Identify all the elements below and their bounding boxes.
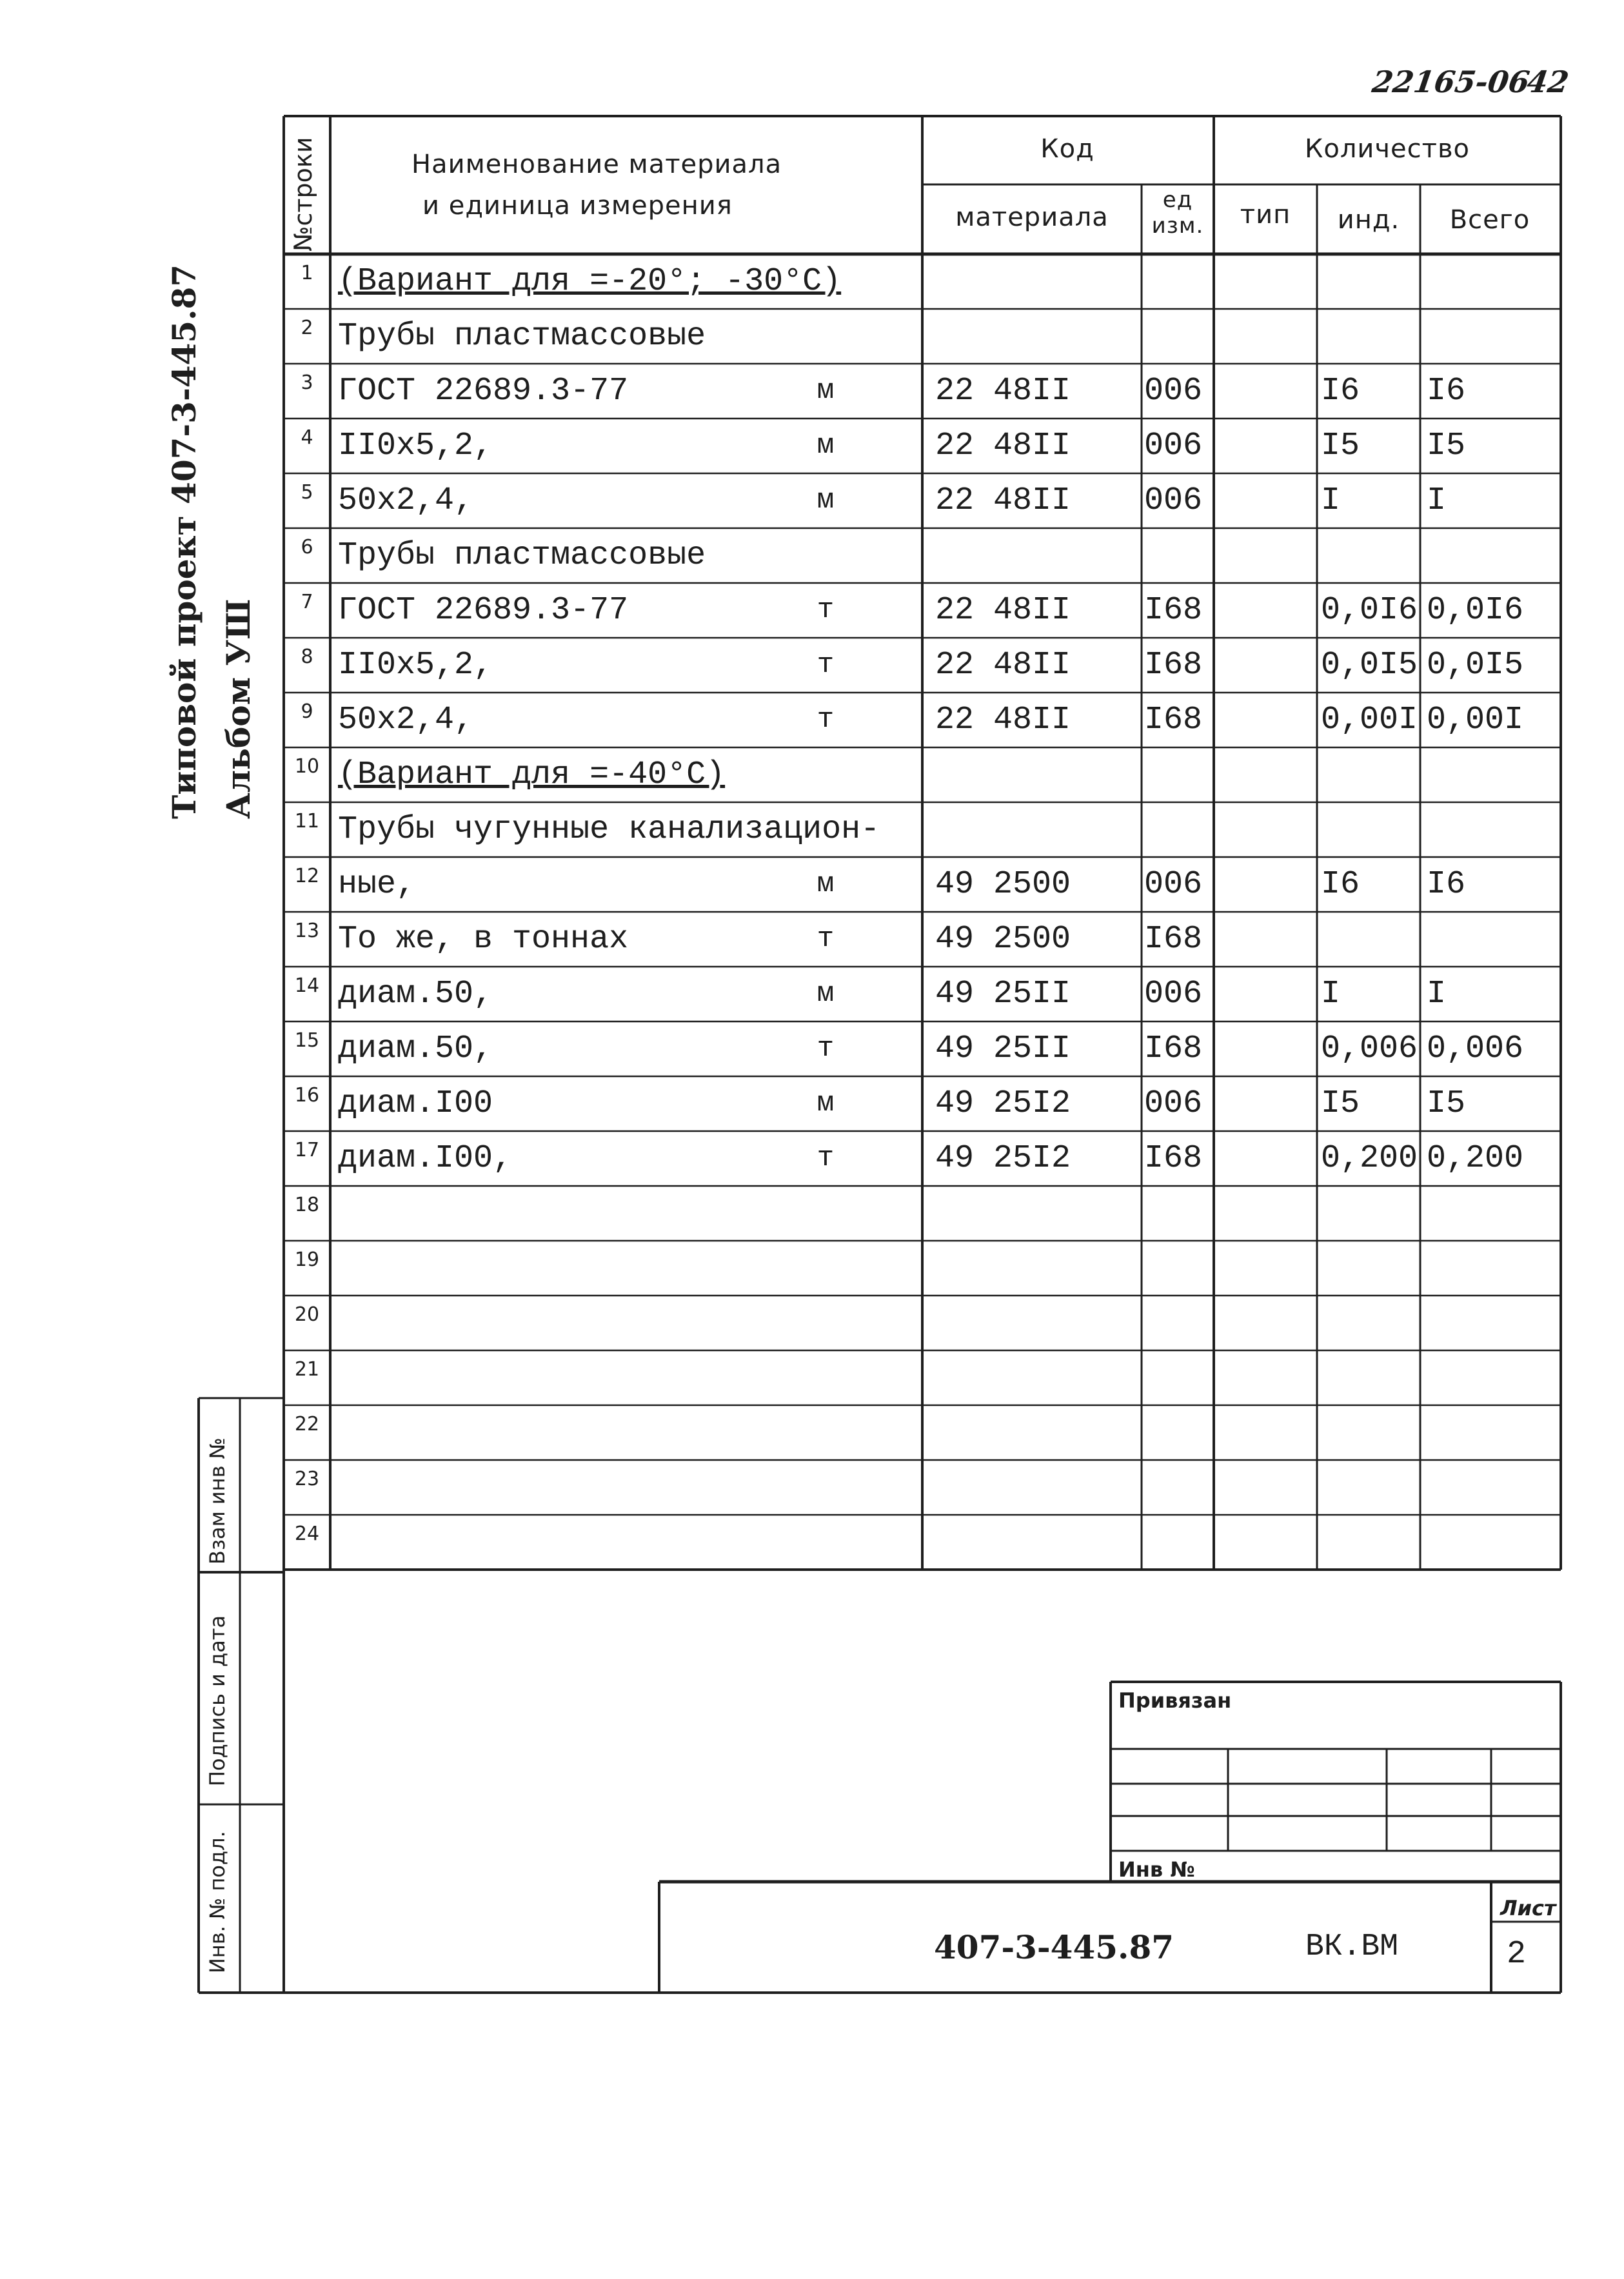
material-name [338, 1186, 802, 1241]
qty-individual [1321, 1241, 1420, 1296]
row-number: 14 [294, 974, 320, 997]
material-name [338, 1460, 802, 1515]
material-code [935, 1296, 1142, 1350]
qty-individual: 0,0I5 [1321, 647, 1418, 684]
row-number: 20 [294, 1303, 320, 1326]
material-name: То же, в тоннах [338, 921, 629, 958]
qty-type [1214, 254, 1317, 309]
unit-of-measure: т [817, 704, 835, 736]
unit-of-measure [793, 747, 858, 802]
material-name: 50x2,4, [338, 482, 474, 519]
header-code-unit-2: изм. [1151, 213, 1204, 239]
qty-type [1214, 528, 1317, 583]
qty-type [1214, 638, 1317, 693]
unit-of-measure: м [817, 868, 835, 900]
unit-code: 006 [1144, 1085, 1203, 1122]
unit-code: 006 [1144, 976, 1203, 1012]
material-code [935, 1405, 1142, 1460]
row-number: 22 [294, 1413, 320, 1435]
side-title-album: Альбом УШ [219, 598, 257, 819]
material-code [935, 528, 1142, 583]
material-code: 22 48II [935, 592, 1071, 629]
qty-individual: 0,006 [1321, 1031, 1418, 1067]
unit-of-measure: м [817, 429, 835, 462]
qty-type [1214, 747, 1317, 802]
qty-type [1214, 364, 1317, 419]
material-name: 50x2,4, [338, 702, 474, 738]
qty-total: I6 [1427, 373, 1466, 409]
qty-total [1427, 912, 1561, 967]
header-code: Код [1040, 134, 1094, 164]
qty-total [1427, 1186, 1561, 1241]
document-number: 407-3-445.87 [934, 1928, 1174, 1966]
qty-type [1214, 583, 1317, 638]
header-qty-total: Всего [1449, 205, 1530, 235]
qty-total: I5 [1427, 428, 1466, 464]
material-code [935, 1186, 1142, 1241]
row-number: 1 [301, 262, 313, 284]
row-number: 17 [294, 1139, 320, 1161]
material-name: ГОСТ 22689.3-77 [338, 592, 629, 629]
unit-of-measure [793, 802, 858, 857]
qty-type [1214, 1076, 1317, 1131]
unit-code: 006 [1144, 373, 1203, 409]
unit-code: I68 [1144, 1140, 1203, 1177]
row-number: 19 [294, 1248, 320, 1271]
material-name [338, 1241, 802, 1296]
material-name [338, 1405, 802, 1460]
material-code: 49 25II [935, 976, 1071, 1012]
material-name [338, 1350, 802, 1405]
unit-code [1144, 1515, 1214, 1570]
qty-individual: I6 [1321, 866, 1360, 903]
qty-type [1214, 1350, 1317, 1405]
material-name [338, 1515, 802, 1570]
unit-of-measure: м [817, 978, 835, 1010]
header-code-material: материала [955, 202, 1109, 232]
material-name: Трубы пластмассовые [338, 318, 706, 355]
qty-type [1214, 309, 1317, 364]
unit-of-measure [793, 528, 858, 583]
qty-total [1427, 802, 1561, 857]
qty-total [1427, 528, 1561, 583]
unit-code [1144, 1186, 1214, 1241]
stamp-podpis-data: Подпись и дата [205, 1615, 230, 1786]
material-name: II0x5,2, [338, 647, 493, 684]
qty-type [1214, 1186, 1317, 1241]
qty-total: 0,006 [1427, 1031, 1524, 1067]
qty-total [1427, 1296, 1561, 1350]
qty-individual [1321, 528, 1420, 583]
unit-code [1144, 1350, 1214, 1405]
sheet-number: 2 [1507, 1936, 1527, 1973]
row-number: 3 [301, 371, 313, 394]
stamp-inv-podl: Инв. № подл. [205, 1831, 230, 1973]
qty-type [1214, 1405, 1317, 1460]
unit-of-measure: м [817, 1087, 835, 1120]
stamp-vzam-inv: Взам инв № [205, 1437, 230, 1564]
qty-total [1427, 309, 1561, 364]
row-number: 4 [301, 426, 313, 449]
row-number: 2 [301, 317, 313, 339]
unit-code: I68 [1144, 921, 1203, 958]
title-block-inv-no: Инв № [1118, 1857, 1195, 1882]
qty-total [1427, 1405, 1561, 1460]
material-code: 22 48II [935, 482, 1071, 519]
material-name: Трубы пластмассовые [338, 537, 706, 574]
header-code-unit-1: ед [1162, 187, 1193, 213]
row-number: 10 [294, 755, 320, 778]
header-qty-type: тип [1240, 200, 1291, 230]
header-name-line2: и единица измерения [422, 191, 733, 221]
material-code: 22 48II [935, 702, 1071, 738]
material-code [935, 1350, 1142, 1405]
qty-total [1427, 254, 1561, 309]
material-name: ГОСТ 22689.3-77 [338, 373, 629, 409]
unit-code [1144, 309, 1214, 364]
qty-type [1214, 967, 1317, 1021]
row-number: 11 [294, 810, 320, 833]
qty-individual [1321, 912, 1420, 967]
qty-individual [1321, 1405, 1420, 1460]
qty-total [1427, 1515, 1561, 1570]
qty-individual [1321, 254, 1420, 309]
unit-of-measure: т [817, 923, 835, 955]
material-name: диам.I00 [338, 1085, 493, 1122]
qty-total [1427, 747, 1561, 802]
unit-code: 006 [1144, 482, 1203, 519]
row-number: 23 [294, 1468, 320, 1490]
row-number: 9 [301, 700, 313, 723]
unit-of-measure [793, 1350, 858, 1405]
material-code: 22 48II [935, 373, 1071, 409]
qty-individual [1321, 1515, 1420, 1570]
qty-individual: 0,00I [1321, 702, 1418, 738]
row-number: 12 [294, 865, 320, 887]
row-number: 16 [294, 1084, 320, 1107]
unit-code [1144, 1460, 1214, 1515]
qty-individual [1321, 1296, 1420, 1350]
header-qty-ind: инд. [1337, 205, 1400, 235]
qty-type [1214, 1296, 1317, 1350]
row-number: 8 [301, 646, 313, 668]
header-row-number: №строки [289, 137, 317, 252]
row-number: 13 [294, 920, 320, 942]
material-code: 49 25I2 [935, 1140, 1071, 1177]
qty-total: 0,0I5 [1427, 647, 1524, 684]
material-name: диам.50, [338, 1031, 493, 1067]
unit-code [1144, 747, 1214, 802]
material-code: 49 25I2 [935, 1085, 1071, 1122]
qty-individual: I [1321, 482, 1341, 519]
qty-total: I5 [1427, 1085, 1466, 1122]
material-code [935, 802, 1142, 857]
row-number: 7 [301, 591, 313, 613]
page-number: 42 [1525, 64, 1571, 99]
qty-individual [1321, 747, 1420, 802]
material-code [935, 254, 1142, 309]
unit-code [1144, 1241, 1214, 1296]
unit-of-measure [793, 1460, 858, 1515]
qty-total [1427, 1350, 1561, 1405]
row-number: 15 [294, 1029, 320, 1052]
unit-code: 006 [1144, 866, 1203, 903]
qty-individual [1321, 1350, 1420, 1405]
qty-type [1214, 473, 1317, 528]
unit-of-measure [793, 1296, 858, 1350]
material-code [935, 1515, 1142, 1570]
material-name: II0x5,2, [338, 428, 493, 464]
unit-code [1144, 528, 1214, 583]
header-quantity: Количество [1304, 134, 1470, 164]
document-code: ВК.ВМ [1305, 1929, 1399, 1964]
material-name [338, 1296, 802, 1350]
material-code [935, 1460, 1142, 1515]
unit-of-measure: м [817, 484, 835, 517]
qty-individual: I5 [1321, 428, 1360, 464]
qty-type [1214, 802, 1317, 857]
qty-type [1214, 1131, 1317, 1186]
qty-type [1214, 857, 1317, 912]
qty-total: 0,200 [1427, 1140, 1524, 1177]
qty-total: 0,0I6 [1427, 592, 1524, 629]
qty-total [1427, 1241, 1561, 1296]
qty-type [1214, 1241, 1317, 1296]
material-code: 49 25II [935, 1031, 1071, 1067]
unit-of-measure [793, 1186, 858, 1241]
row-number: 24 [294, 1523, 320, 1545]
unit-code [1144, 1405, 1214, 1460]
unit-code: I68 [1144, 1031, 1203, 1067]
qty-total: I6 [1427, 866, 1466, 903]
qty-type [1214, 693, 1317, 747]
qty-individual [1321, 1186, 1420, 1241]
material-code: 49 2500 [935, 866, 1071, 903]
material-code: 22 48II [935, 428, 1071, 464]
header-name-line1: Наименование материала [411, 150, 782, 179]
material-code: 49 2500 [935, 921, 1071, 958]
unit-of-measure [793, 1241, 858, 1296]
sheet-label: Лист [1500, 1896, 1556, 1920]
qty-total: 0,00I [1427, 702, 1524, 738]
qty-type [1214, 1515, 1317, 1570]
unit-of-measure: т [817, 594, 835, 626]
unit-code [1144, 1296, 1214, 1350]
unit-of-measure: м [817, 375, 835, 407]
qty-total: I [1427, 482, 1447, 519]
qty-type [1214, 1460, 1317, 1515]
material-name: (Вариант для =-40°С) [338, 756, 726, 793]
unit-of-measure [793, 1405, 858, 1460]
archive-number: 22165-06 [1370, 64, 1532, 99]
unit-code: 006 [1144, 428, 1203, 464]
unit-of-measure [793, 1515, 858, 1570]
row-number: 18 [294, 1194, 320, 1216]
qty-individual: I [1321, 976, 1341, 1012]
material-name: диам.50, [338, 976, 493, 1012]
unit-code: I68 [1144, 702, 1203, 738]
material-name: ные, [338, 866, 416, 903]
material-code [935, 1241, 1142, 1296]
qty-individual [1321, 1460, 1420, 1515]
unit-of-measure: т [817, 1142, 835, 1174]
qty-individual: 0,200 [1321, 1140, 1418, 1177]
material-name: диам.I00, [338, 1140, 513, 1177]
unit-of-measure: т [817, 649, 835, 681]
qty-individual [1321, 802, 1420, 857]
unit-code: I68 [1144, 592, 1203, 629]
unit-code: I68 [1144, 647, 1203, 684]
row-number: 5 [301, 481, 313, 504]
unit-code [1144, 802, 1214, 857]
qty-type [1214, 1021, 1317, 1076]
unit-of-measure: т [817, 1032, 835, 1065]
unit-of-measure [793, 254, 858, 309]
row-number: 21 [294, 1358, 320, 1381]
material-name: Трубы чугунные канализацион- [338, 811, 880, 848]
material-code [935, 747, 1142, 802]
qty-total: I [1427, 976, 1447, 1012]
row-number: 6 [301, 536, 313, 558]
material-name: (Вариант для =-20°; -30°С) [338, 263, 842, 300]
qty-individual: I5 [1321, 1085, 1360, 1122]
material-code: 22 48II [935, 647, 1071, 684]
unit-of-measure [793, 309, 858, 364]
qty-total [1427, 1460, 1561, 1515]
qty-type [1214, 419, 1317, 473]
qty-individual: 0,0I6 [1321, 592, 1418, 629]
title-block-privyazan: Привязан [1118, 1688, 1232, 1713]
qty-type [1214, 912, 1317, 967]
qty-individual [1321, 309, 1420, 364]
qty-individual: I6 [1321, 373, 1360, 409]
unit-code [1144, 254, 1214, 309]
side-title-project: Типовой проект 407-3-445.87 [165, 264, 203, 819]
material-code [935, 309, 1142, 364]
